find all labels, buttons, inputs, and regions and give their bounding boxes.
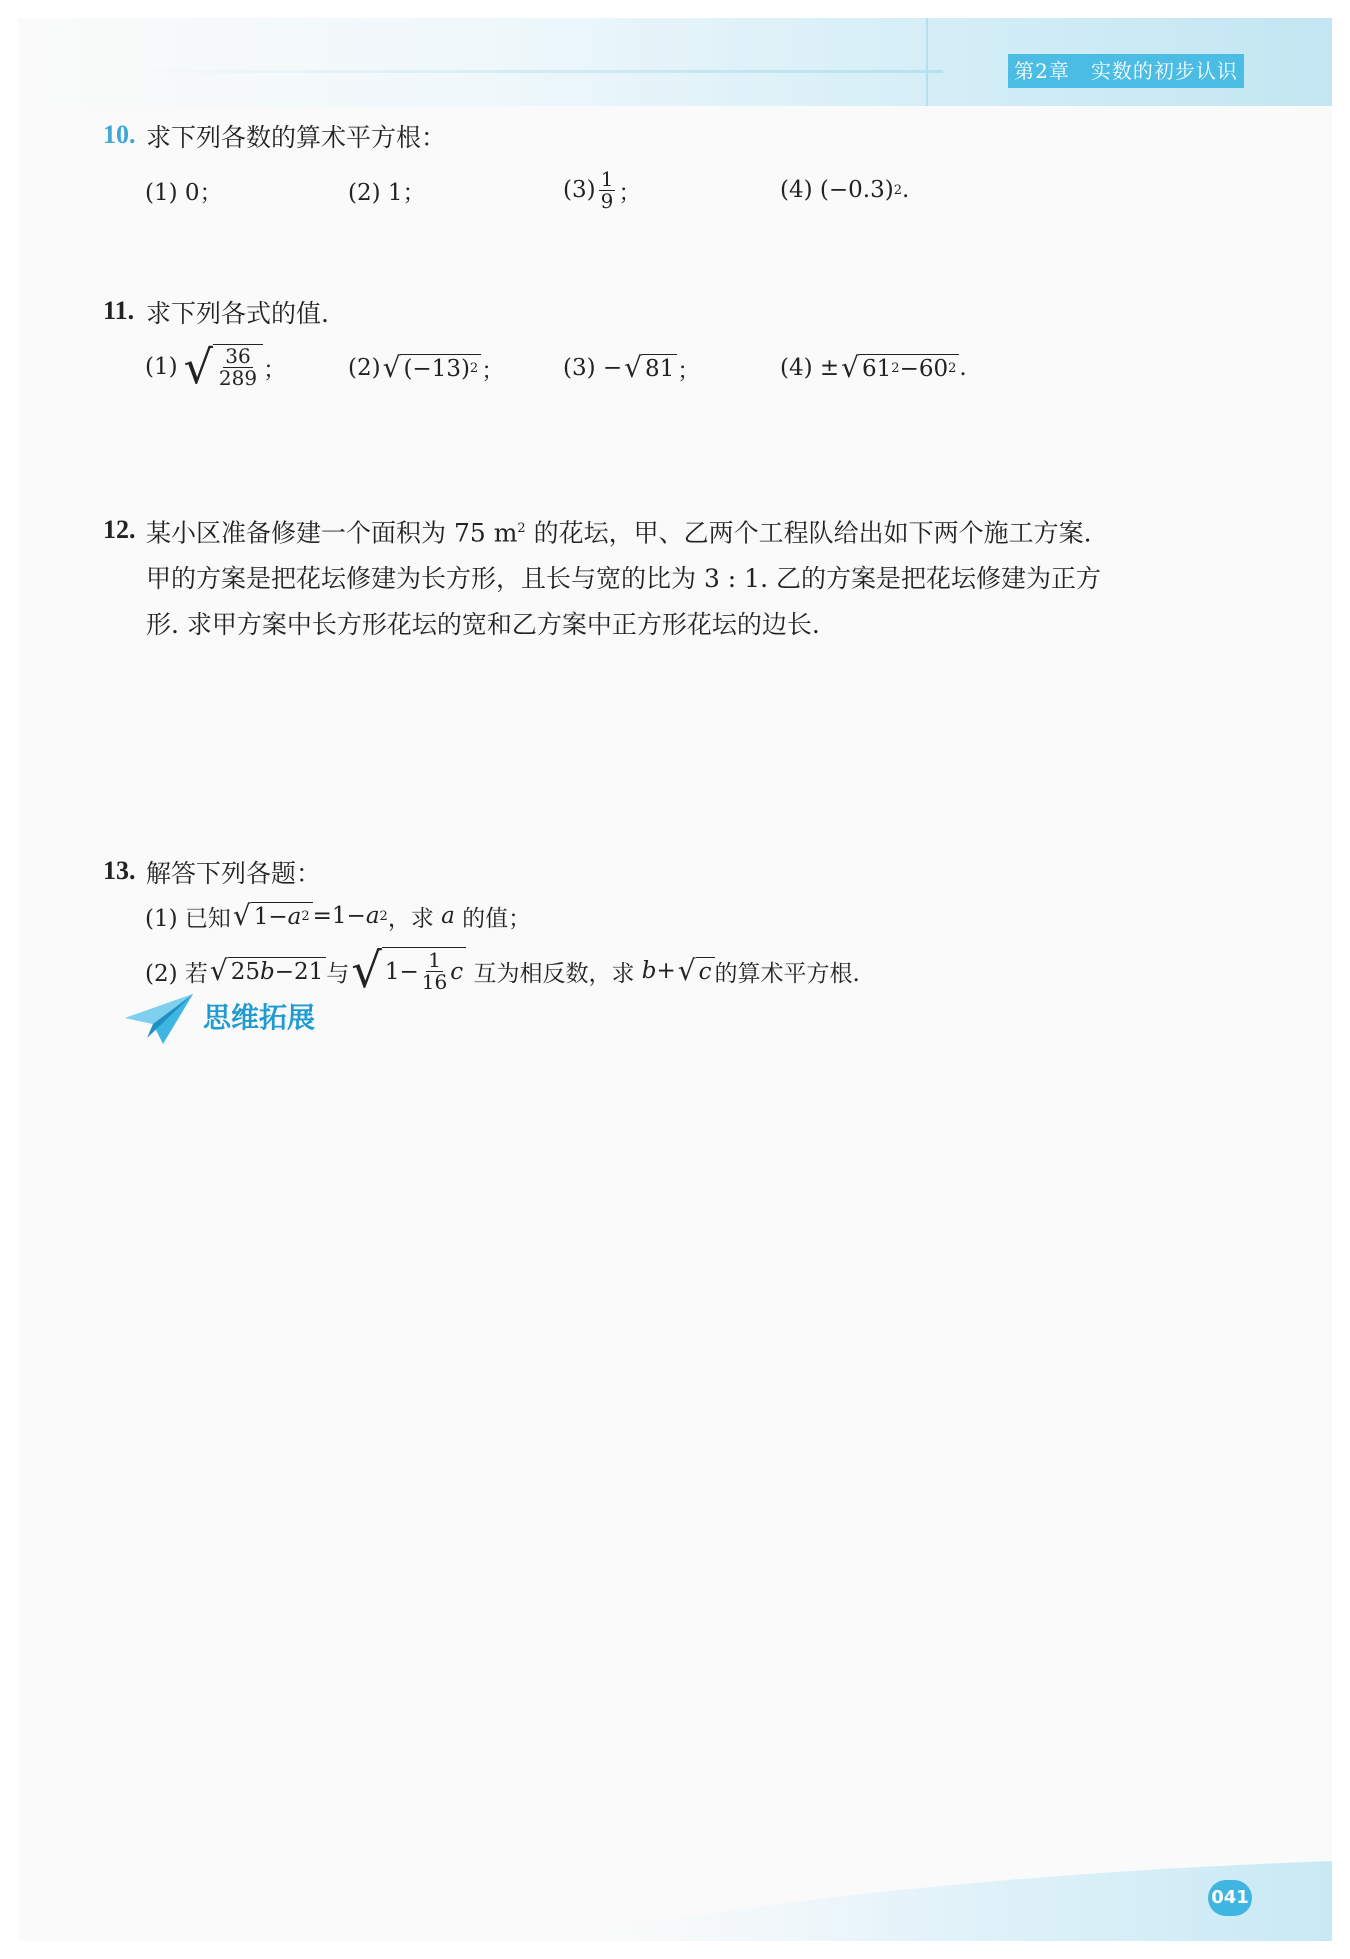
q13-part-2: (2) 若 √ 25 b −21 与 √ 1− $\frac{1}{16}$ c 互为相反数，求 b + √ c 的算术平方根. (145, 943, 860, 999)
sqrt-sign: √ 61 2 −60 2 (841, 354, 959, 382)
question-number-10: 10. (103, 120, 136, 149)
q10-item-4 (780, 170, 909, 210)
q11-item-1-label: (1) (145, 354, 178, 380)
fraction-numerator: 36 (225, 344, 251, 368)
q11-item-4-label: (4) ± (780, 355, 840, 381)
sqrt-sign: √ 1− $\frac{1}{16}$ c (351, 947, 466, 995)
header-divider (123, 70, 943, 73)
fraction (219, 346, 257, 389)
q11-item-1 (145, 336, 286, 398)
question-number-13: 13. (103, 856, 136, 885)
sqrt-sign: √ 25 b −21 (210, 957, 326, 985)
question-12-text: 某小区准备修建一个面积为 75 $m^2$ 的花坛，甲、乙两个工程队给出如下两个施工方案. 甲的方案是把花坛修建为长方形，且长与宽的比为 3 : 1. 乙的方案是把花坛修建为正方 形. 求甲方案中长方形花坛的宽和乙方案中正方形花坛的边长. (146, 518, 1101, 640)
question-11-text: 求下列各式的值. (146, 299, 329, 328)
semicolon: ； (677, 357, 701, 384)
sqrt-sign: √ 1− a 2 (233, 902, 313, 930)
exponent: 2 (893, 182, 902, 198)
q11-item-3 (563, 348, 700, 388)
semicolon: ； (263, 356, 287, 383)
header-vertical-divider (926, 18, 928, 106)
q10-item-3 (563, 158, 641, 222)
fraction-numerator: 1 (600, 166, 614, 191)
question-10-text: 求下列各数的算术平方根： (146, 123, 447, 152)
sqrt-sign: √ (−13) 2 (383, 354, 482, 382)
q11-item-2-label: (2) (348, 355, 381, 381)
chapter-label: 第2章 实数的初步认识 (1008, 54, 1244, 88)
q11-item-3-label: (3) − (563, 355, 623, 381)
sqrt-sign: √ 81 (624, 354, 677, 382)
section-title: 思维拓展 (203, 1001, 316, 1034)
q10-item-4-expr: (4) (−0.3) (780, 177, 894, 203)
q10-item-1: (1) 0； (145, 179, 223, 206)
sqrt-sign: √ c (678, 957, 715, 985)
question-13-text: 解答下列各题： (146, 859, 322, 888)
semicolon: ； (481, 357, 505, 384)
q11-item-4 (780, 348, 967, 388)
semicolon: ； (618, 179, 642, 206)
q11-item-2 (348, 348, 504, 388)
fraction: $\frac{1}{16}$ (421, 948, 448, 994)
q13-part-1: (1) 已知 √ 1− a 2 =1− a 2 ，求 a 的值； (145, 899, 532, 932)
q10-item-3-label: (3) (563, 177, 596, 203)
question-number-11: 11. (103, 296, 135, 325)
sqrt-sign: √ $\frac{36}{289}$ (184, 344, 264, 390)
question-number-12: 12. (103, 515, 136, 544)
fraction (599, 166, 616, 213)
page (18, 18, 1332, 1941)
page-number: 041 (1208, 1880, 1252, 1916)
period: . (901, 177, 910, 203)
fraction-denominator: 9 (600, 188, 614, 213)
fraction-denominator: 289 (218, 366, 258, 390)
period: . (959, 355, 967, 381)
q10-item-2: (2) 1； (348, 179, 426, 206)
footer-wave (18, 1801, 1332, 1941)
